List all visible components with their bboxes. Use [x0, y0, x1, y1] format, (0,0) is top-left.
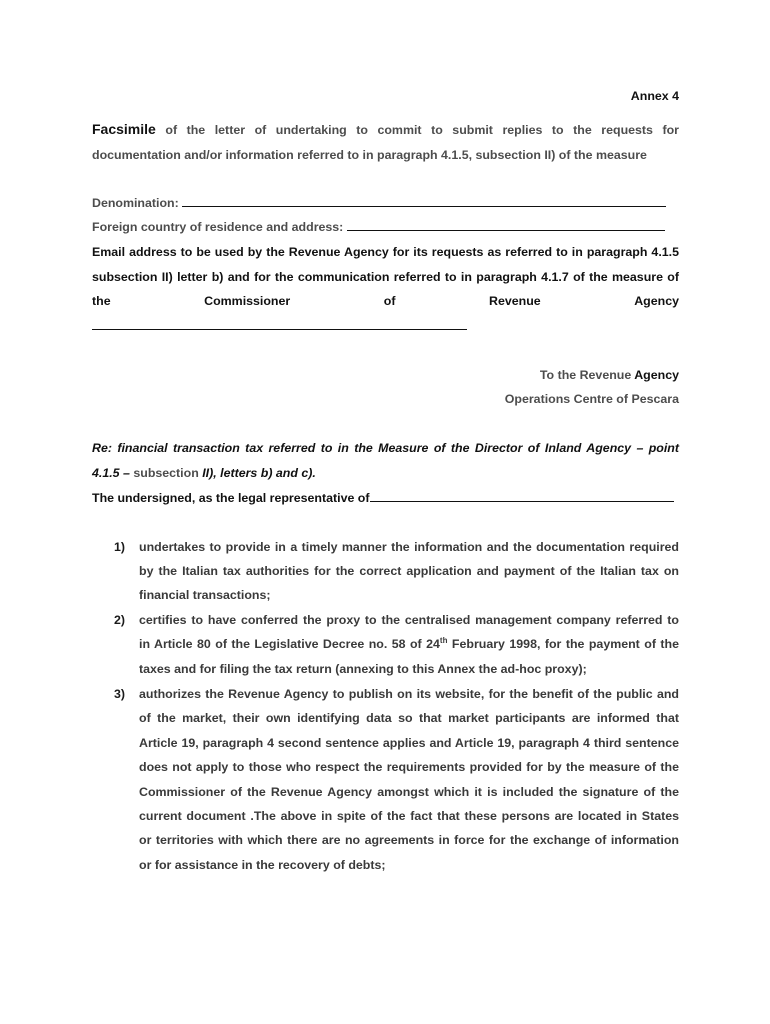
- email-line-1: Email address to be used by the Revenue Agency for its requests as referred to in paragraph 4.1.5: [92, 245, 679, 259]
- addressee-prefix: To the Revenue: [539, 368, 632, 382]
- list-item-line: or territories with which there are no agreements in force for the exchange of information: [139, 833, 679, 847]
- heading-line-1-text: of the letter of undertaking to commit to submit replies to the requests for: [165, 123, 679, 137]
- email-blank-line[interactable]: [92, 329, 467, 330]
- facsimile-title: Facsimile: [92, 121, 156, 137]
- email-word: Revenue: [489, 294, 541, 308]
- email-line-3: [92, 293, 679, 309]
- heading-line-1: [92, 121, 679, 138]
- list-item-line: certifies to have conferred the proxy to the centralised management company referred to: [139, 613, 679, 627]
- list-item-line: [139, 636, 679, 652]
- undersigned-label: The undersigned, as the legal representative of: [92, 491, 370, 505]
- denomination-row: [92, 195, 679, 211]
- foreign-country-blank-line[interactable]: [347, 220, 665, 231]
- list-item-number: 3): [114, 687, 126, 701]
- list-item-line: or for assistance in the recovery of debts;: [139, 858, 386, 872]
- email-line-2: subsection II) letter b) and for the communication referred to in paragraph 4.1.7 of the measure of: [92, 270, 679, 284]
- superscript: th: [439, 635, 448, 645]
- re-line-2: [92, 465, 679, 481]
- list-item-text: February 1998, for the payment of the: [451, 637, 679, 651]
- list-item-line: of the market, their own identifying data so that market participants are informed that: [139, 711, 679, 725]
- email-word: the: [92, 294, 111, 308]
- list-item-number: 2): [114, 613, 126, 627]
- list-item-line: financial transactions;: [139, 588, 271, 602]
- foreign-country-label: Foreign country of residence and address:: [92, 220, 344, 234]
- annex-label: Annex 4: [630, 89, 679, 103]
- re-line-1: Re: financial transaction tax referred to in the Measure of the Director of Inland Agency – point: [92, 441, 679, 455]
- list-item-line: taxes and for filing the tax return (annexing to this Annex the ad-hoc proxy);: [139, 662, 587, 676]
- list-item-line: Commissioner of the Revenue Agency amongst which it is included the signature of the: [139, 785, 679, 799]
- email-word: of: [383, 294, 396, 308]
- addressee-line-2: Operations Centre of Pescara: [504, 392, 679, 406]
- denomination-blank-line[interactable]: [182, 196, 666, 207]
- list-item-line: current document .The above in spite of the fact that these persons are located in States: [139, 809, 679, 823]
- list-item-line: does not apply to those who respect the requirements provided for by the measure of the: [139, 760, 679, 774]
- re-subsection: subsection: [133, 466, 199, 480]
- re-letters: II), letters b) and c).: [202, 466, 316, 480]
- heading-line-2: documentation and/or information referred to in paragraph 4.1.5, subsection II) of the measure: [92, 148, 647, 162]
- email-word: Agency: [634, 294, 679, 308]
- list-item-line: undertakes to provide in a timely manner the information and the documentation required: [139, 540, 679, 554]
- foreign-country-row: [92, 219, 679, 235]
- list-item-line: Article 19, paragraph 4 second sentence applies and Article 19, paragraph 4 third sentence: [139, 736, 679, 750]
- undersigned-blank-line[interactable]: [370, 491, 674, 502]
- denomination-label: Denomination:: [92, 196, 179, 210]
- email-word: Commissioner: [204, 294, 291, 308]
- addressee-line-1: [92, 367, 679, 383]
- list-item-text: in Article 80 of the Legislative Decree no. 58 of 24: [139, 637, 440, 651]
- list-item-line: authorizes the Revenue Agency to publish on its website, for the benefit of the public and: [139, 687, 679, 701]
- addressee-suffix: Agency: [634, 368, 679, 382]
- re-point: 4.1.5 –: [92, 466, 130, 480]
- list-item-line: by the Italian tax authorities for the correct application and payment of the Italian tax on: [139, 564, 679, 578]
- undersigned-row: [92, 490, 679, 506]
- list-item-number: 1): [114, 540, 126, 554]
